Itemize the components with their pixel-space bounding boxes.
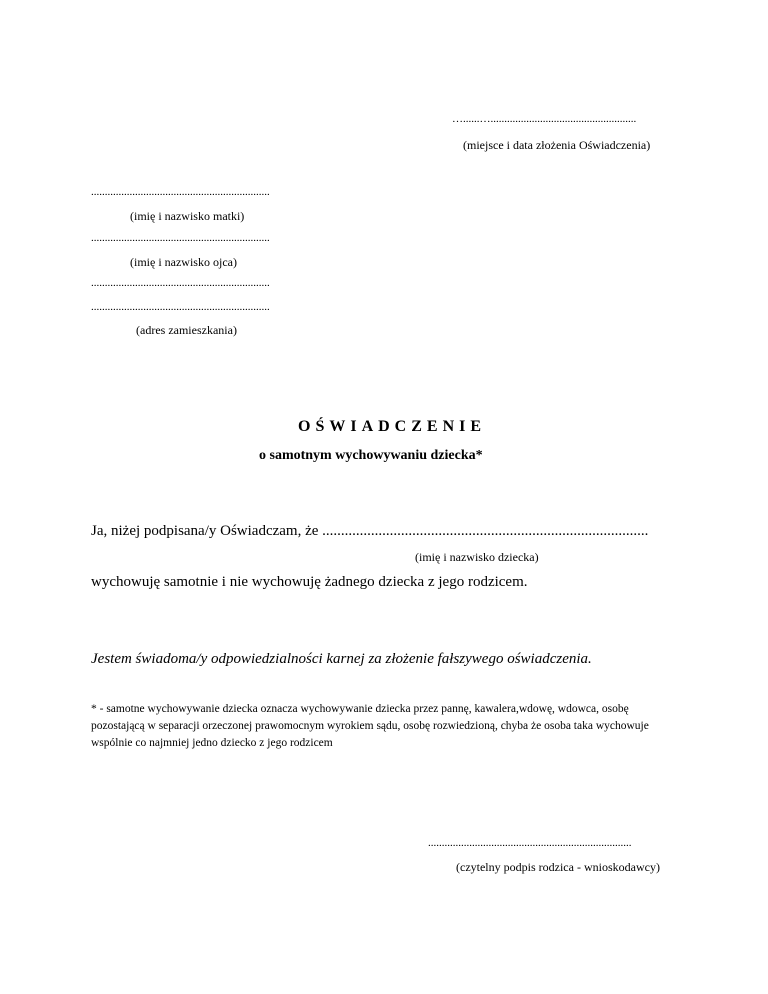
child-name-label: (imię i nazwisko dziecka): [415, 550, 539, 564]
statement-line-2: wychowuję samotnie i nie wychowuję żadnego dziecka z jego rodzicem.: [91, 574, 528, 590]
mother-name-label: (imię i nazwisko matki): [130, 209, 245, 223]
father-name-field: .................................................................: [91, 232, 270, 244]
place-date-label: (miejsce i data złożenia Oświadczenia): [463, 138, 651, 152]
awareness-statement: Jestem świadoma/y odpowiedzialności karnej za złożenie fałszywego oświadczenia.: [91, 651, 592, 667]
address-field-line-1: .................................................................: [91, 277, 270, 289]
place-date-field: …......….....................................................: [452, 113, 637, 125]
father-name-label: (imię i nazwisko ojca): [130, 255, 237, 269]
signature-field: ..........................................................................: [428, 837, 632, 849]
document-subtitle: o samotnym wychowywaniu dziecka*: [259, 448, 483, 463]
address-label: (adres zamieszkania): [136, 323, 237, 337]
statement-line-1: Ja, niżej podpisana/y Oświadczam, że .......................................................................................: [91, 523, 649, 539]
address-field-line-2: .................................................................: [91, 301, 270, 313]
document-title: OŚWIADCZENIE: [298, 418, 487, 435]
mother-name-field: .................................................................: [91, 186, 270, 198]
signature-label: (czytelny podpis rodzica - wnioskodawcy): [456, 860, 660, 874]
footnote-definition: * - samotne wychowywanie dziecka oznacza wychowywanie dziecka przez pannę, kawalera,wdowę, wdowca, osobę pozostającą w separacji orzeczonej prawomocnym wyrokiem sądu, osobę rozwiedzioną, chyba że osoba taka wychowuje wspólnie co najmniej jedno dziecko z jego rodzicem: [91, 703, 649, 749]
